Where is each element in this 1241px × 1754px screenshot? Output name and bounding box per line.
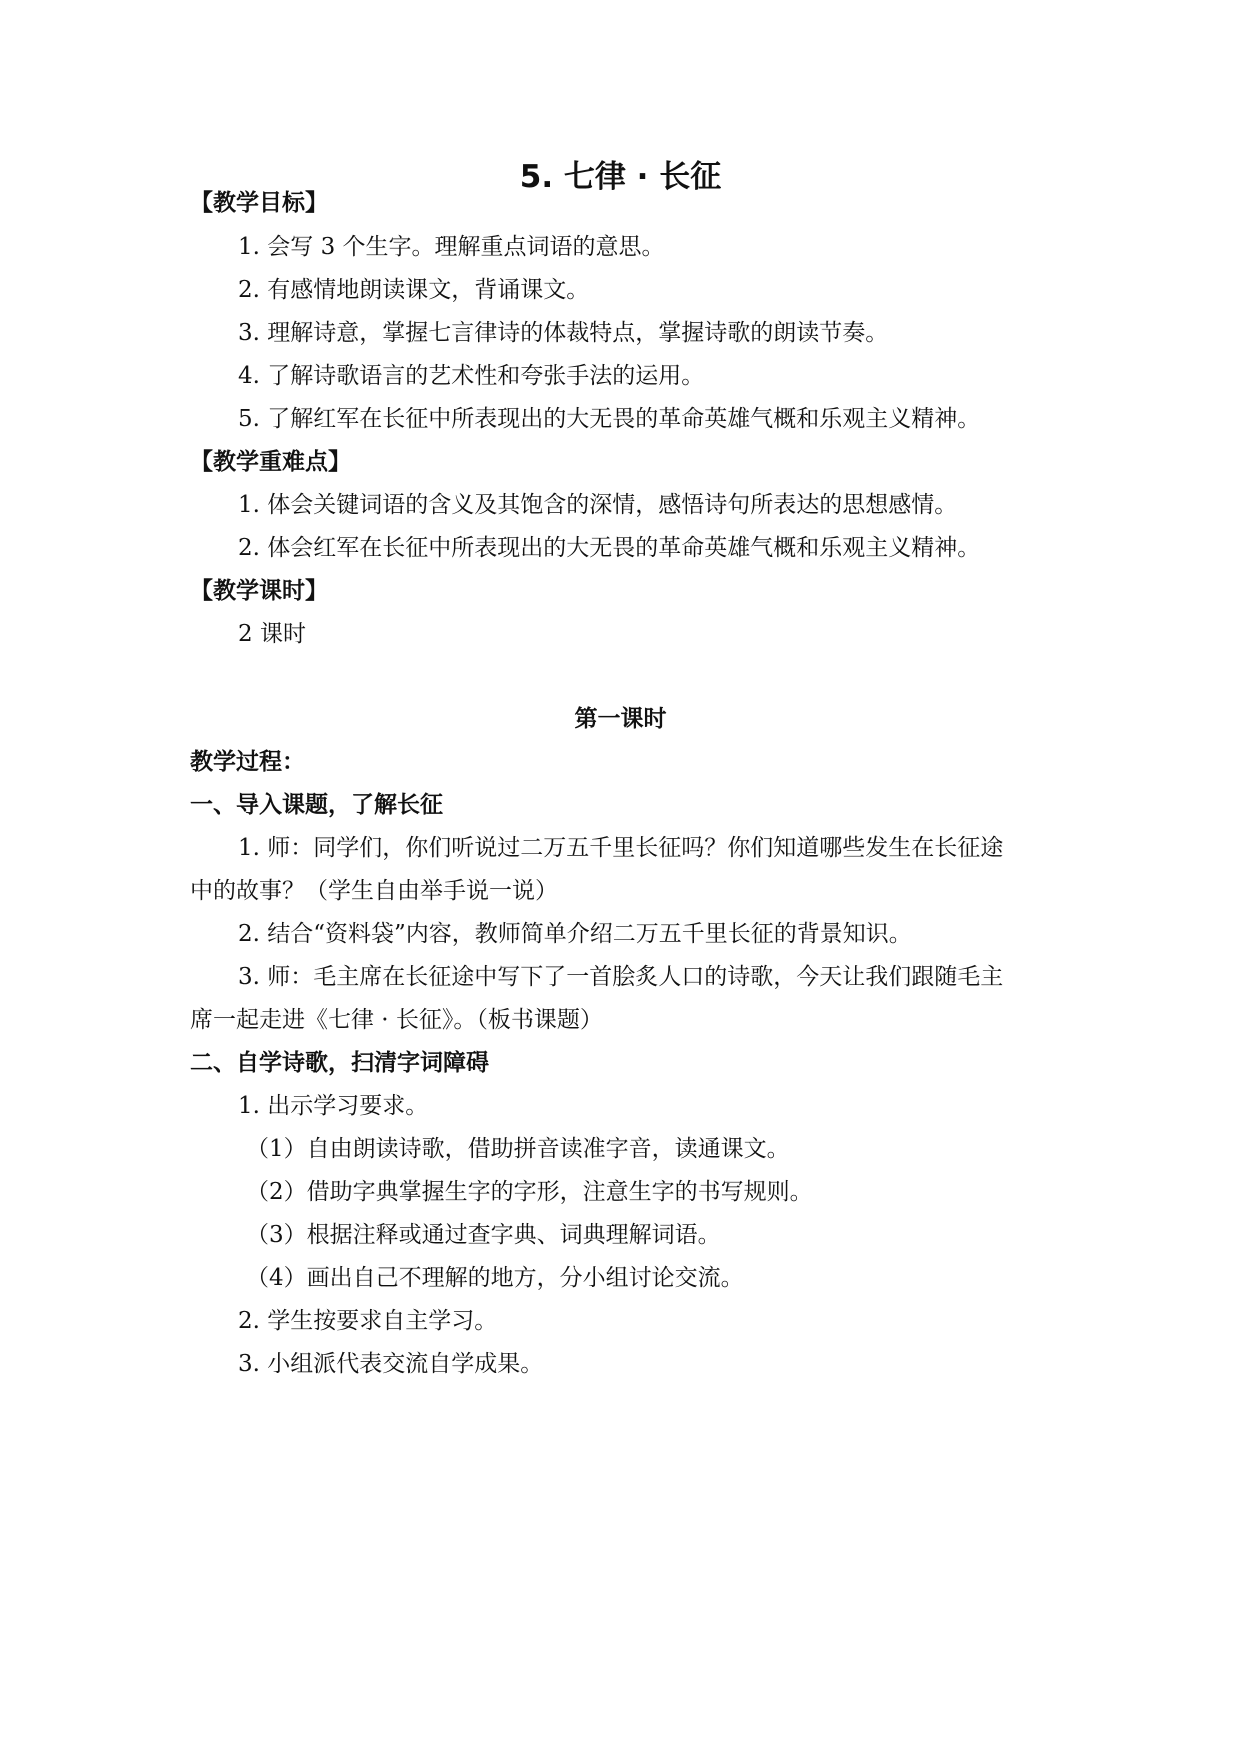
goal-item: 5. 了解红军在长征中所表现出的大无畏的革命英雄气概和乐观主义精神。 — [238, 406, 981, 432]
part2-line: 1. 出示学习要求。 — [238, 1093, 429, 1119]
lesson-heading: 第一课时 — [574, 706, 667, 732]
part2-line: 2. 学生按要求自主学习。 — [238, 1308, 498, 1334]
part2-line: 3. 小组派代表交流自学成果。 — [238, 1351, 544, 1377]
document-title: 5. 七律 · 长征 — [519, 159, 722, 195]
goal-item: 3. 理解诗意，掌握七言律诗的体裁特点，掌握诗歌的朗读节奏。 — [238, 320, 889, 346]
part1-heading: 一、导入课题，了解长征 — [190, 792, 443, 818]
part1-line: 3. 师：毛主席在长征途中写下了一首脍炙人口的诗歌，今天让我们跟随毛主 — [238, 964, 1004, 990]
goals-heading: 【教学目标】 — [190, 190, 328, 216]
key-point-item: 2. 体会红军在长征中所表现出的大无畏的革命英雄气概和乐观主义精神。 — [238, 535, 981, 561]
part2-heading: 二、自学诗歌，扫清字词障碍 — [190, 1050, 489, 1076]
part2-line: （1）自由朗读诗歌，借助拼音读准字音，读通课文。 — [246, 1136, 790, 1162]
hours-value: 2 课时 — [238, 621, 306, 647]
part2-line: （4）画出自己不理解的地方，分小组讨论交流。 — [246, 1265, 744, 1291]
part2-line: （3）根据注释或通过查字典、词典理解词语。 — [246, 1222, 721, 1248]
process-label: 教学过程： — [190, 749, 305, 775]
part1-line: 2. 结合“资料袋”内容，教师简单介绍二万五千里长征的背景知识。 — [238, 921, 912, 947]
part1-line: 中的故事？（学生自由举手说一说） — [190, 878, 558, 904]
key-points-heading: 【教学重难点】 — [190, 449, 351, 475]
part2-line: （2）借助字典掌握生字的字形，注意生字的书写规则。 — [246, 1179, 813, 1205]
part1-line: 席一起走进《七律 · 长征》。（板书课题） — [190, 1007, 603, 1033]
part1-line: 1. 师：同学们，你们听说过二万五千里长征吗？你们知道哪些发生在长征途 — [238, 835, 1004, 861]
hours-heading: 【教学课时】 — [190, 578, 328, 604]
goal-item: 2. 有感情地朗读课文，背诵课文。 — [238, 277, 590, 303]
goal-item: 1. 会写 3 个生字。理解重点词语的意思。 — [238, 234, 665, 260]
goal-item: 4. 了解诗歌语言的艺术性和夸张手法的运用。 — [238, 363, 705, 389]
key-point-item: 1. 体会关键词语的含义及其饱含的深情，感悟诗句所表达的思想感情。 — [238, 492, 958, 518]
